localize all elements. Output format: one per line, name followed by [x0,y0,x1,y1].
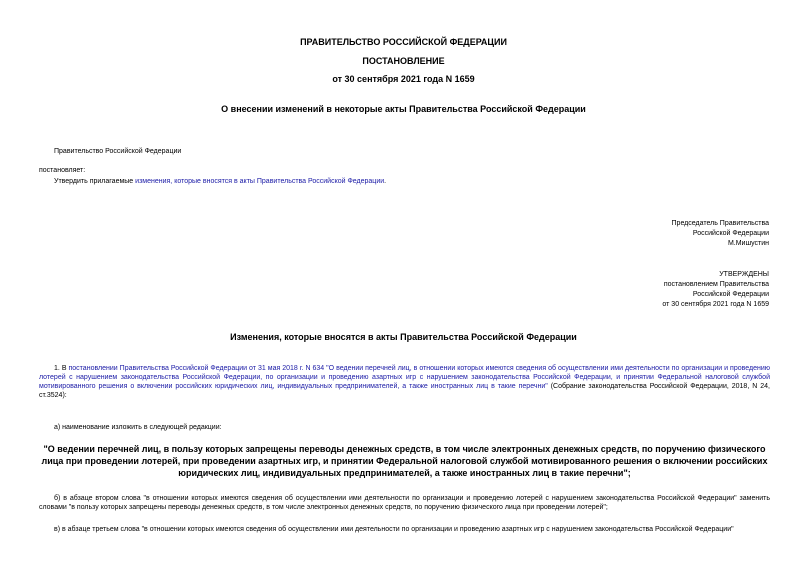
approve-prefix: Утвердить прилагаемые [54,178,136,185]
quote-text: "О ведении перечней лиц, в пользу которых запрещены переводы денежных средств, в том числе электронных денежных средств, по поручению физического лица при проведении лотерей, при проведении азартных игр, и принятии Федеральной налоговой службой мотивированного решения о включении российских юридических лиц, индивидуальных предпринимателей, а также иностранных лиц в такие перечни"; [41,444,768,478]
approve-link[interactable]: изменения, которые вносятся в акты Правительства Российской Федерации [135,178,385,185]
changes-title: Изменения, которые вносятся в акты Правительства Российской Федерации [230,332,577,342]
item-1-prefix: 1. В [54,365,69,372]
item-1-suffix: (Собрание законодательства Российской Федерации, 2018, N 24, ст.3524): [39,383,770,399]
item-a: а) наименование изложить в следующей редакции: [54,424,222,431]
approved-by: постановлением Правительства [663,281,769,288]
document-type: ПОСТАНОВЛЕНИЕ [362,56,445,66]
preamble-issuer: Правительство Российской Федерации [54,148,182,155]
approve-suffix: . [384,178,387,185]
approved-label: УТВЕРЖДЕНЫ [719,271,769,278]
document-date-number: от 30 сентября 2021 года N 1659 [332,74,475,84]
item-v: в) в абзаце третьем слова "в отношении которых имеются сведения об осуществлении ими деятельности по организации и проведению азартных игр с нарушением законодательства Российской Федерации" [54,526,734,533]
signature-name: М.Мишустин [727,240,769,247]
item-1-link[interactable]: постановлении Правительства Российской Федерации от 31 мая 2018 г. N 634 "О ведении перечней лиц, в отношении которых имеются сведения об осуществлении ими деятельности по организации и проведению лотерей с нарушением законодательства Российской Федерации, по организации и проведению азартных игр с нарушением законодательства Российской Федерации, и принятии Федеральной налоговой службой мотивированного решения о включении российских юридических лиц, индивидуальных предпринимателей, а также иностранных лиц в такие перечни" [39,365,770,390]
document-org: ПРАВИТЕЛЬСТВО РОССИЙСКОЙ ФЕДЕРАЦИИ [300,37,507,47]
signature-title: Председатель Правительства [671,220,769,227]
item-b: б) в абзаце втором слова "в отношении которых имеются сведения об осуществлении ими деятельности по организации и проведению лотерей с нарушением законодательства Российской Федерации" заменить словами "в пользу которых запрещены переводы денежных средств, в том числе электронных денежных средств, по поручению физического лица при проведении лотерей"; [39,495,770,511]
approved-country: Российской Федерации [692,291,769,298]
preamble-approve [54,177,386,186]
item-1 [39,364,770,400]
preamble-decides: постановляет: [39,167,86,174]
document-title: О внесении изменений в некоторые акты Правительства Российской Федерации [221,104,586,114]
approved-date-number: от 30 сентября 2021 года N 1659 [662,301,769,308]
signature-country: Российской Федерации [692,230,769,237]
